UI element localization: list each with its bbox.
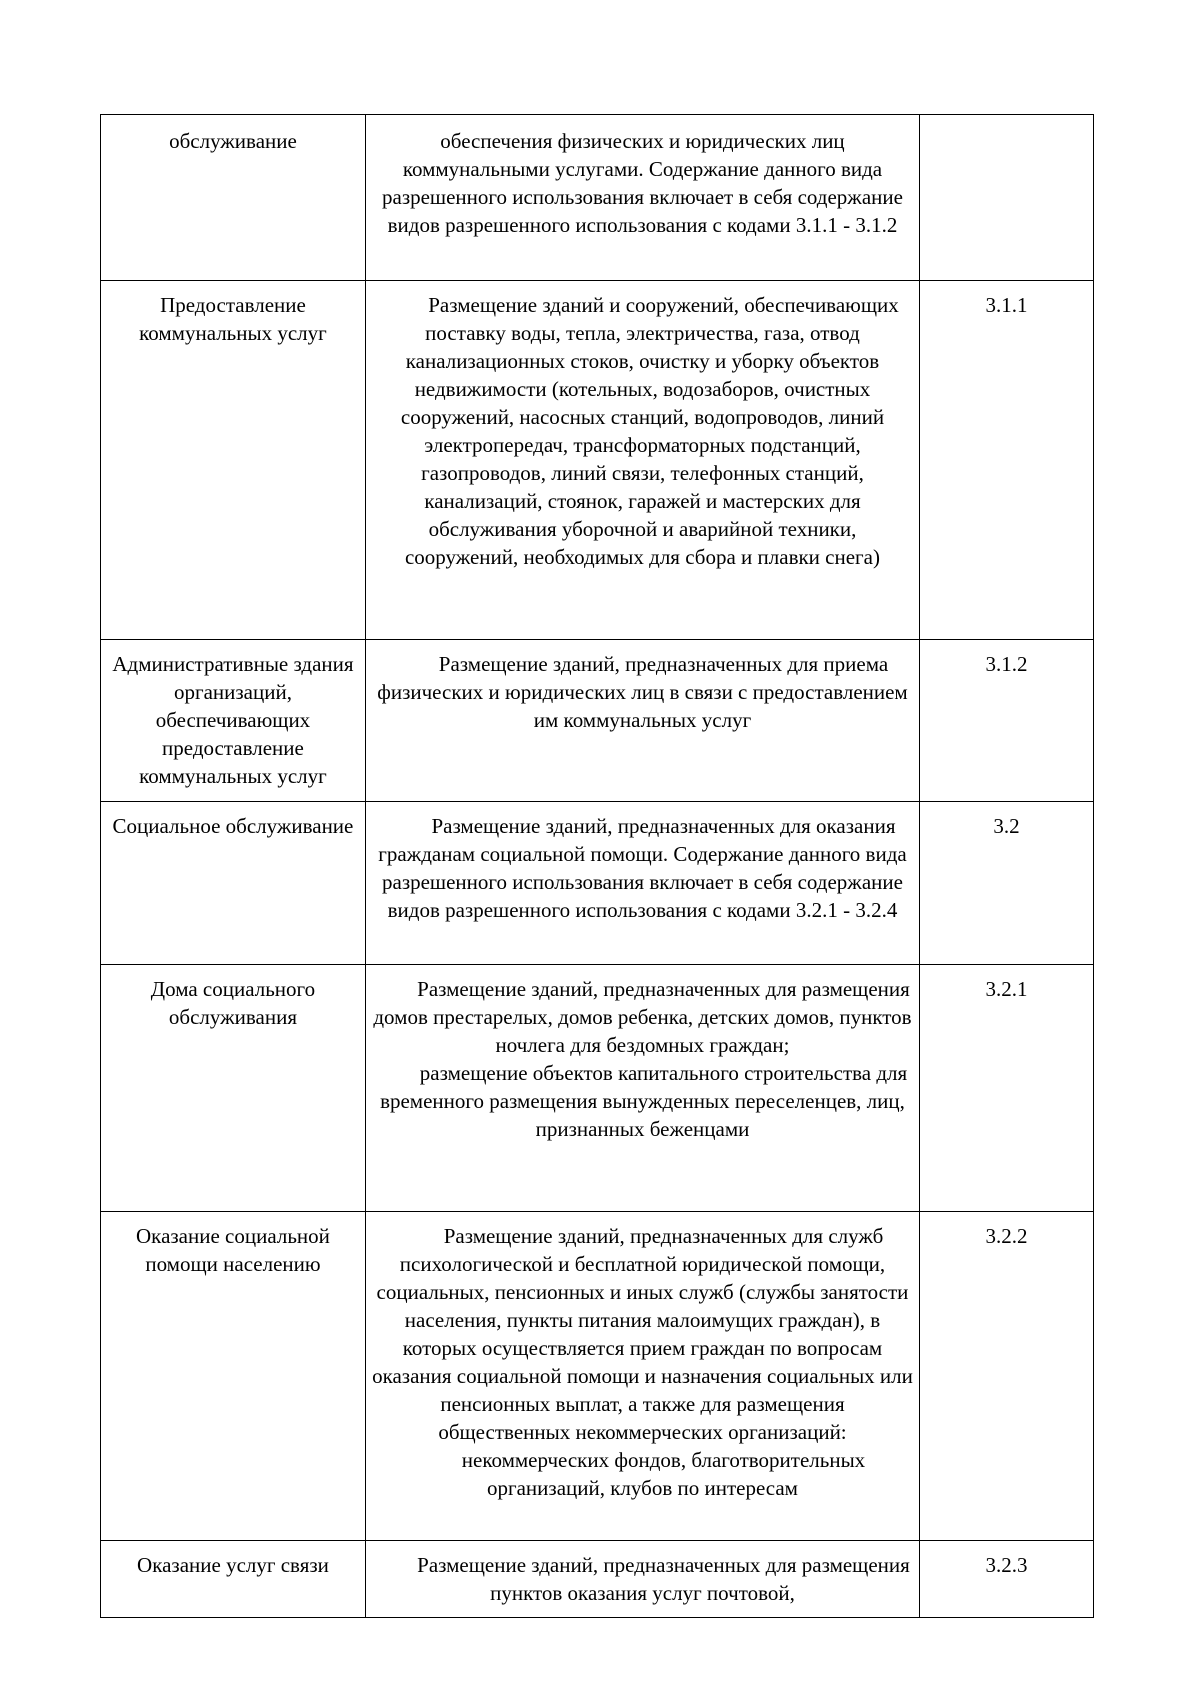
description-paragraph: Размещение зданий и сооружений, обеспечивающих поставку воды, тепла, электричества, газа, отвод канализационных стоков, очистку и уборку объектов недвижимости (котельных, водозаборов, очистных сооружений, насосных станций, водопроводов, линий электропередач, трансформаторных подстанций, газопроводов, линий связи, телефонных станций, канализаций, стоянок, гаражей и мастерских для обслуживания уборочной и аварийной техники, сооружений, необходимых для сбора и плавки снега)	[400, 293, 899, 569]
table-row	[101, 1212, 1094, 1541]
description-paragraph: Размещение зданий, предназначенных для оказания гражданам социальной помощи. Содержание данного вида разрешенного использования включает в себя содержание видов разрешенного использования с кодами 3.2.1 - 3.2.4	[378, 814, 907, 922]
description-paragraph: некоммерческих фондов, благотворительных организаций, клубов по интересам	[461, 1448, 866, 1500]
description-paragraph: Размещение зданий, предназначенных для размещения домов престарелых, домов ребенка, детских домов, пунктов ночлега для бездомных граждан;	[373, 977, 912, 1057]
use-code-cell: 3.2	[920, 802, 1094, 965]
use-name-cell: Предоставление коммунальных услуг	[101, 281, 366, 640]
description-paragraph: Размещение зданий, предназначенных для приема физических и юридических лиц в связи с предоставлением им коммунальных услуг	[377, 652, 908, 732]
use-description-cell	[365, 640, 919, 802]
table-row	[101, 115, 1094, 281]
use-code-cell: 3.1.1	[920, 281, 1094, 640]
table-row	[101, 640, 1094, 802]
use-name-cell: Социальное обслуживание	[101, 802, 366, 965]
use-description-cell	[365, 802, 919, 965]
description-paragraph: обеспечения физических и юридических лиц коммунальными услугами. Содержание данного вида разрешенного использования включает в себя содержание видов разрешенного использования с кодами 3.1.1 - 3.1.2	[382, 129, 903, 237]
use-description-cell	[365, 115, 919, 281]
use-name-cell: Оказание услуг связи	[101, 1541, 366, 1618]
table-row	[101, 1541, 1094, 1618]
table-row	[101, 802, 1094, 965]
use-code-cell: 3.1.2	[920, 640, 1094, 802]
land-use-table	[100, 114, 1094, 1618]
description-paragraph: размещение объектов капитального строительства для временного размещения вынужденных переселенцев, лиц, признанных беженцами	[380, 1061, 908, 1141]
use-description-cell	[365, 281, 919, 640]
use-name-cell: Дома социального обслуживания	[101, 965, 366, 1212]
table-row	[101, 281, 1094, 640]
use-description-cell	[365, 1541, 919, 1618]
use-name-cell: обслуживание	[101, 115, 366, 281]
use-description-cell	[365, 1212, 919, 1541]
use-code-cell	[920, 115, 1094, 281]
use-description-cell	[365, 965, 919, 1212]
use-code-cell: 3.2.1	[920, 965, 1094, 1212]
description-paragraph: Размещение зданий, предназначенных для служб психологической и бесплатной юридической помощи, социальных, пенсионных и иных служб (службы занятости населения, пункты питания малоимущих граждан), в которых осуществляется прием граждан по вопросам оказания социальной помощи и назначения социальных или пенсионных выплат, а также для размещения общественных некоммерческих организаций:	[372, 1224, 913, 1444]
use-name-cell: Оказание социальной помощи населению	[101, 1212, 366, 1541]
use-code-cell: 3.2.3	[920, 1541, 1094, 1618]
table-row	[101, 965, 1094, 1212]
use-code-cell: 3.2.2	[920, 1212, 1094, 1541]
use-name-cell: Административные здания организаций, обеспечивающих предоставление коммунальных услуг	[101, 640, 366, 802]
description-paragraph: Размещение зданий, предназначенных для размещения пунктов оказания услуг почтовой,	[417, 1553, 910, 1605]
